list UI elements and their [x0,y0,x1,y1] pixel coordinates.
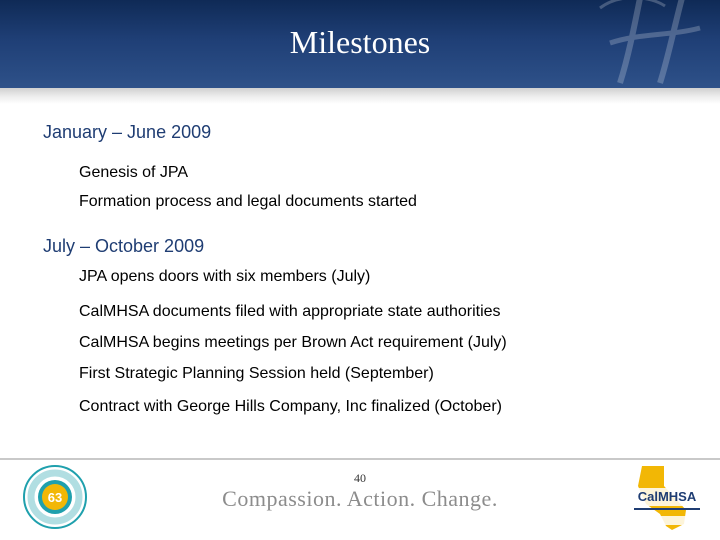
list-item: Genesis of JPA [79,164,189,181]
slide-title: Milestones [289,24,431,60]
list-item: JPA opens doors with six members (July) [79,268,371,285]
title-banner [0,0,720,88]
list-item: CalMHSA begins meetings per Brown Act requirement (July) [79,334,507,351]
mhsa-seal-logo-icon [22,464,88,530]
list-item: First Strategic Planning Session held (September) [79,365,434,382]
section-heading-jul-oct: July – October 2009 [43,236,205,256]
calmhsa-logo-name: CalMHSA [637,489,697,504]
calmhsa-logo-icon [620,464,712,534]
seal-number: 63 [47,490,63,505]
header-shadow-band [0,88,720,104]
page-number: 40 [354,471,366,485]
list-item: Contract with George Hills Company, Inc finalized (October) [79,398,502,415]
footer-tagline: Compassion. Action. Change. [222,486,498,511]
list-item: Formation process and legal documents started [79,193,417,210]
footer-divider [0,458,720,460]
section-heading-jan-jun: January – June 2009 [43,122,212,142]
list-item: CalMHSA documents filed with appropriate state authorities [79,303,501,320]
